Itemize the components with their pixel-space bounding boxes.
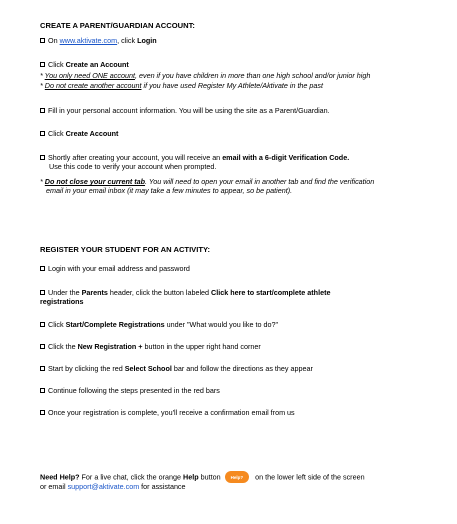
s1-note3: * Do not close your current tab. You will need to open your email in another tab and find the verification [40,177,375,186]
s1-step5: Shortly after creating your account, you will receive an email with a 6-digit Verification Code. [40,153,430,162]
s1-note2: * Do not create another account if you have used Register My Athlete/Aktivate in the past [40,81,324,90]
aktivate-link[interactable]: www.aktivate.com [59,36,118,45]
checkbox-icon [40,290,45,295]
checkbox-icon [40,131,45,136]
s2-step5: Start by clicking the red Select School bar and follow the directions as they appear [40,364,430,373]
s1-step1: On www.aktivate.com, click Login [40,36,430,45]
checkbox-icon [40,322,45,327]
help-line2: or email support@aktivate.com for assistance [40,482,186,491]
s2-step4: Click the New Registration + button in the upper right hand corner [40,342,430,351]
help-line1: Need Help? For a live chat, click the orange Help button Help? on the lower left side of the screen [40,472,365,482]
checkbox-icon [40,62,45,67]
checkbox-icon [40,388,45,393]
section1-title: CREATE A PARENT/GUARDIAN ACCOUNT: [40,21,195,30]
s2-step3: Click Start/Complete Registrations under "What would you like to do?" [40,320,430,329]
checkbox-icon [40,410,45,415]
s1-step2: Click Create an Account [40,60,430,69]
s2-step7: Once your registration is complete, you'll receive a confirmation email from us [40,408,430,417]
s2-step1: Login with your email address and password [40,264,430,273]
checkbox-icon [40,344,45,349]
checkbox-icon [40,366,45,371]
s1-step4: Click Create Account [40,129,430,138]
checkbox-icon [40,266,45,271]
s2-step6: Continue following the steps presented in the red bars [40,386,430,395]
s1-note1: * You only need ONE account, even if you have children in more than one high school and/or junior high [40,71,371,80]
s1-step5-line2: Use this code to verify your account when prompted. [49,162,217,171]
checkbox-icon [40,108,45,113]
section2-title: REGISTER YOUR STUDENT FOR AN ACTIVITY: [40,245,211,254]
checkbox-icon [40,38,45,43]
help-button[interactable]: Help? [225,471,250,483]
s2-step2-line2: registrations [40,297,84,306]
checkbox-icon [40,155,45,160]
s1-note3-line2: email in your email inbox (it may take a few minutes to appear, so be patient). [46,186,293,195]
s1-step3: Fill in your personal account information. You will be using the site as a Parent/Guardian. [40,106,430,115]
s2-step2: Under the Parents header, click the button labeled Click here to start/complete athlete [40,288,430,297]
support-email-link[interactable]: support@aktivate.com [67,482,140,491]
